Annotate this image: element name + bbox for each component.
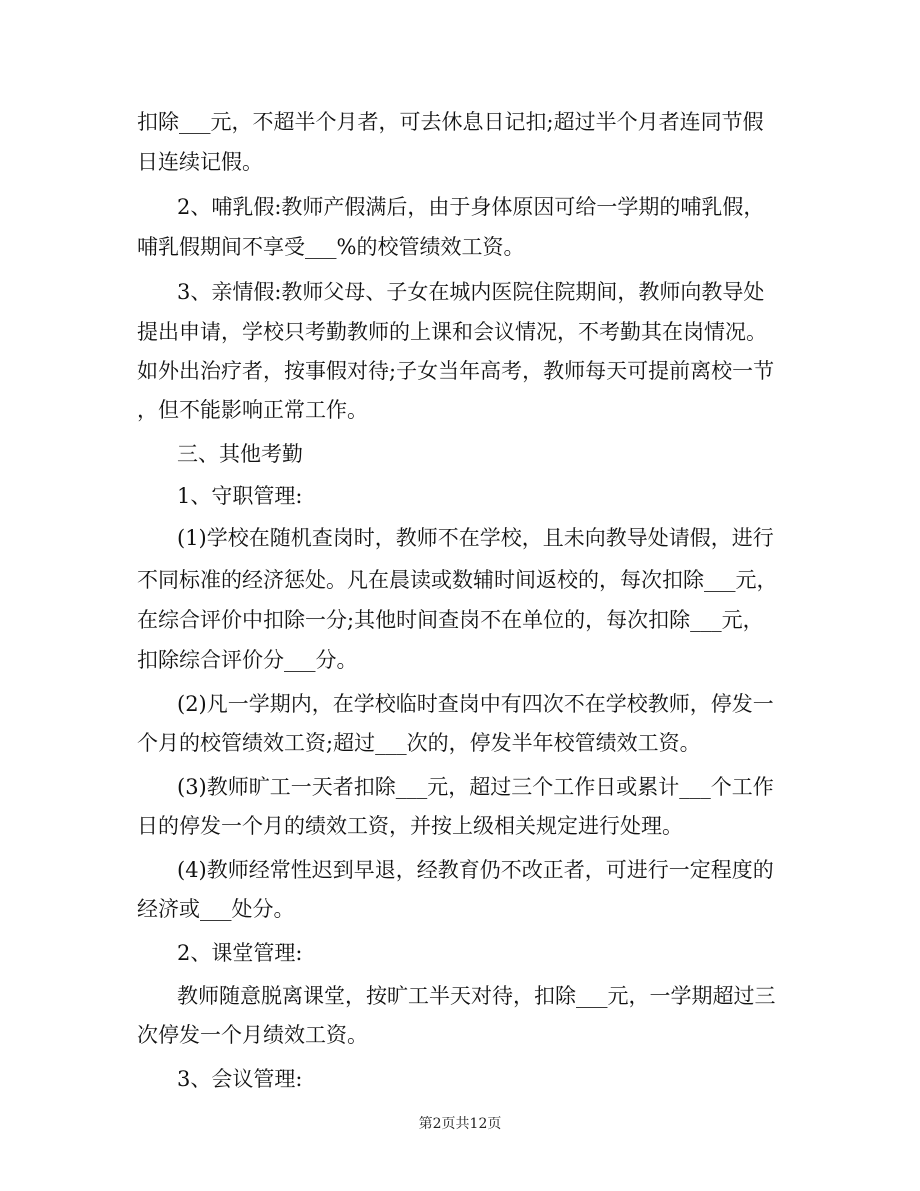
section-heading: 三、其他考勤 (177, 442, 303, 466)
text-line: (1)学校在随机查岗时，教师不在学校，且未向教导处请假，进行 (177, 526, 774, 550)
text-line: 次停发一个月绩效工资。 (137, 1023, 368, 1047)
text-line: 哺乳假期间不享受___%的校管绩效工资。 (137, 235, 525, 259)
subsection-heading: 3、会议管理: (177, 1067, 303, 1091)
text-line: ，但不能影响正常工作。 (137, 398, 368, 422)
text-line: 提出申请，学校只考勤教师的上课和会议情况，不考勤其在岗情况。 (137, 320, 767, 344)
text-line: 教师随意脱离课堂，按旷工半天对待，扣除___元，一学期超过三 (177, 984, 776, 1008)
subsection-heading: 1、守职管理: (177, 484, 303, 508)
text-line: 日的停发一个月的绩效工资，并按上级相关规定进行处理。 (137, 814, 683, 838)
text-line: 日连续记假。 (137, 150, 263, 174)
text-line: 不同标准的经济惩处。凡在晨读或数辅时间返校的，每次扣除___元， (137, 568, 778, 592)
text-line: (4)教师经常性迟到早退，经教育仍不改正者，可进行一定程度的 (177, 858, 774, 882)
text-line: 扣除___元，不超半个月者，可去休息日记扣;超过半个月者连同节假 (137, 110, 764, 134)
text-line: 2、哺乳假:教师产假满后，由于身体原因可给一学期的哺乳假， (177, 195, 765, 219)
text-line: (2)凡一学期内，在学校临时查岗中有四次不在学校教师，停发一 (177, 692, 774, 716)
text-line: 个月的校管绩效工资;超过___次的，停发半年校管绩效工资。 (137, 731, 701, 755)
text-line: 经济或___处分。 (137, 897, 295, 921)
page-footer: 第2页共12页 (418, 1116, 502, 1132)
text-line: 扣除综合评价分___分。 (137, 648, 358, 672)
text-line: 在综合评价中扣除一分;其他时间查岗不在单位的，每次扣除___元， (137, 608, 764, 632)
text-line: (3)教师旷工一天者扣除___元，超过三个工作日或累计___个工作 (177, 775, 774, 799)
text-line: 3、亲情假:教师父母、子女在城内医院住院期间，教师向教导处 (177, 280, 765, 304)
subsection-heading: 2、课堂管理: (177, 941, 303, 965)
text-line: 如外出治疗者，按事假对待;子女当年高考，教师每天可提前离校一节 (137, 359, 775, 383)
